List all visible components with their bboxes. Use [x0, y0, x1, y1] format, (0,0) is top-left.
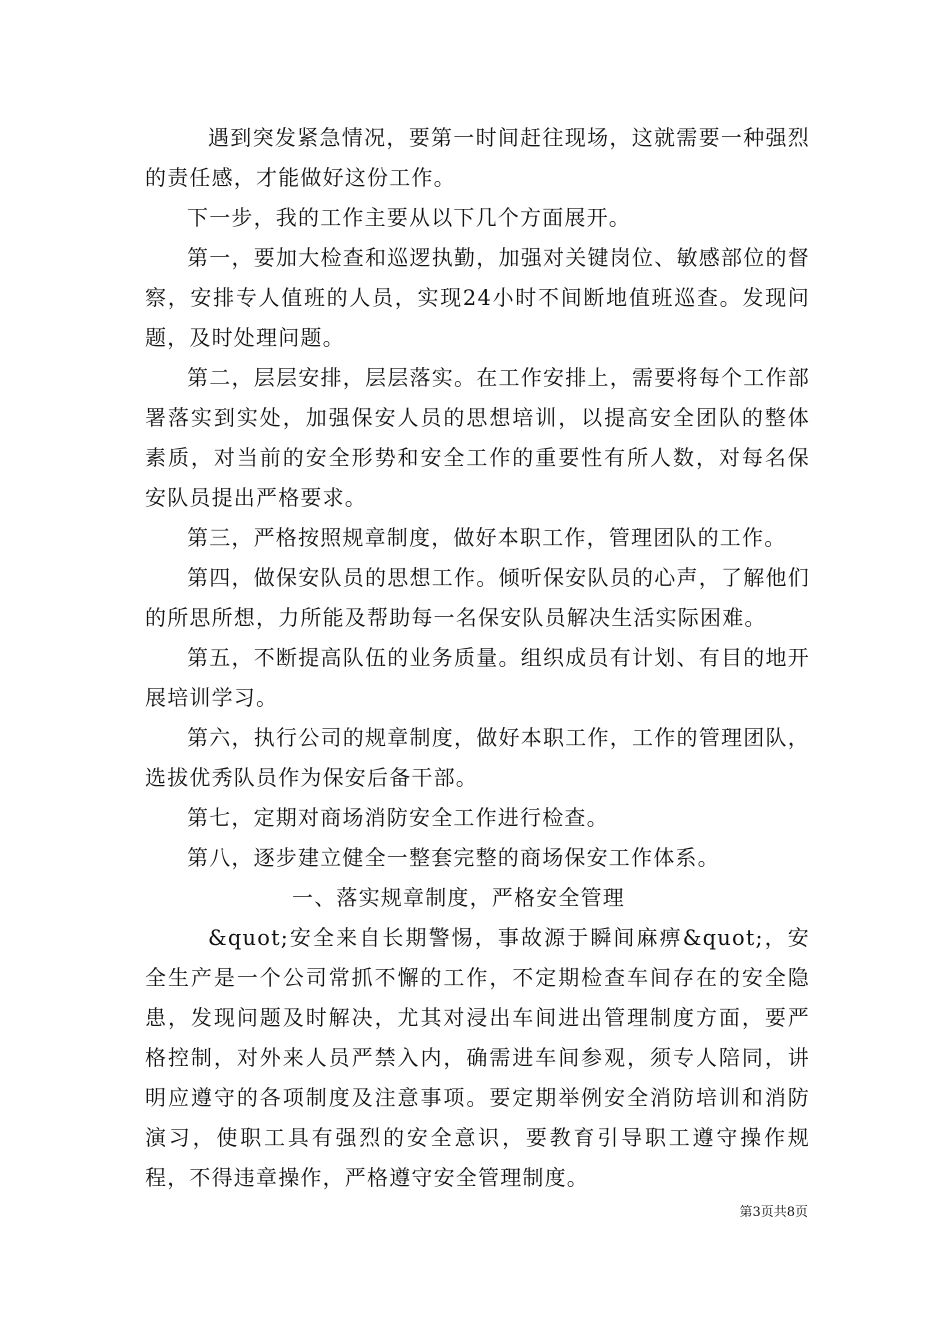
paragraph-eighth-item: 第八，逐步建立健全一整套完整的商场保安工作体系。: [187, 846, 720, 870]
document-body: [145, 118, 810, 1198]
paragraph-sixth-item: 第六，执行公司的规章制度，做好本职工作，工作的管理团队，选拔优秀队员作为保安后备干部。: [145, 726, 810, 790]
paragraph-third-item: 第三，严格按照规章制度，做好本职工作，管理团队的工作。: [187, 526, 787, 550]
paragraph-safety-management: &quot;安全来自长期警惕，事故源于瞬间麻痹&quot;，安全生产是一个公司常抓不懈的工作，不定期检查车间存在的安全隐患，发现问题及时解决，尤其对浸出车间进出管理制度方面，要严格控制，对外来人员严禁入内，确需进车间参观，须专人陪同，讲明应遵守的各项制度及注意事项。要定期举例安全消防培训和消防演习，使职工具有强烈的安全意识，要教育引导职工遵守操作规程，不得违章操作，严格遵守安全管理制度。: [145, 926, 810, 1190]
paragraph-fourth-item: 第四，做保安队员的思想工作。倾听保安队员的心声，了解他们的所思所想，力所能及帮助每一名保安队员解决生活实际困难。: [145, 566, 810, 630]
page-number-footer: 第3页共8页: [739, 1205, 808, 1220]
paragraph-emergency-response: 遇到突发紧急情况，要第一时间赶往现场，这就需要一种强烈的责任感，才能做好这份工作。: [145, 126, 810, 190]
paragraph-first-item: 第一，要加大检查和巡逻执勤，加强对关键岗位、敏感部位的督察，安排专人值班的人员，实现24小时不间断地值班巡查。发现问题，及时处理问题。: [145, 246, 810, 350]
paragraph-seventh-item: 第七，定期对商场消防安全工作进行检查。: [187, 806, 609, 830]
paragraph-second-item: 第二，层层安排，层层落实。在工作安排上，需要将每个工作部署落实到实处，加强保安人员的思想培训，以提高安全团队的整体素质，对当前的安全形势和安全工作的重要性有所人数，对每名保安队员提出严格要求。: [145, 366, 810, 510]
paragraph-fifth-item: 第五，不断提高队伍的业务质量。组织成员有计划、有目的地开展培训学习。: [145, 646, 810, 710]
paragraph-next-steps-intro: 下一步，我的工作主要从以下几个方面展开。: [187, 206, 631, 230]
section-heading-rules: 一、落实规章制度，严格安全管理: [292, 886, 625, 910]
